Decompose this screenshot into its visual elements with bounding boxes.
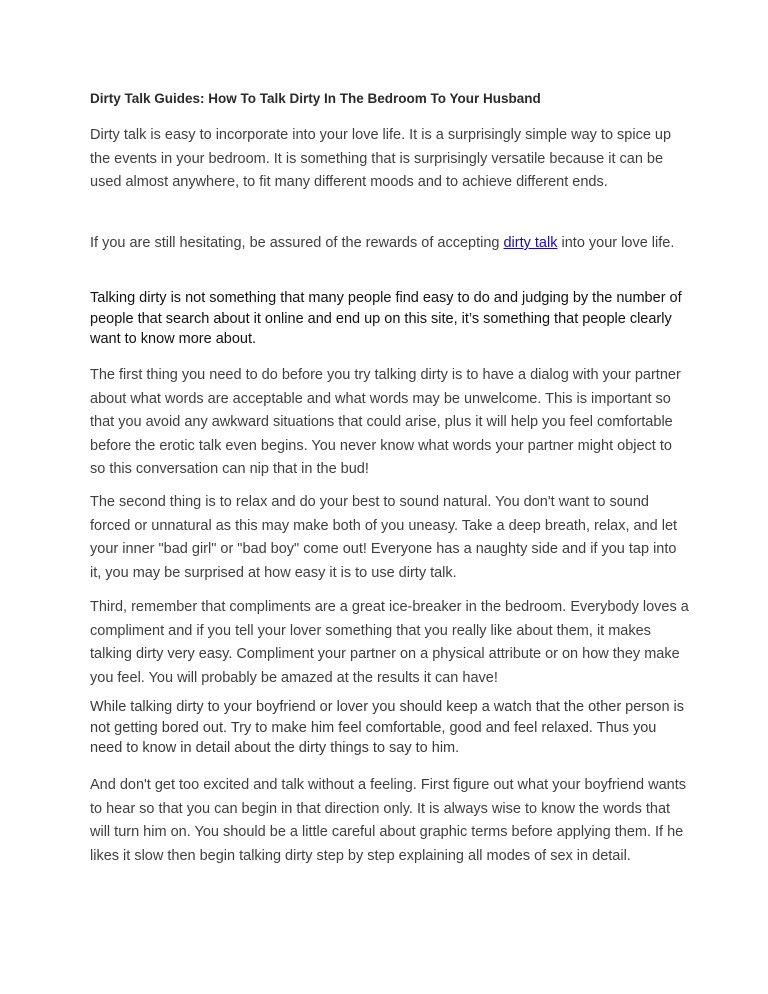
paragraph-first-thing: The first thing you need to do before you try talking dirty is to have a dialog with your partner about what words are acceptable and what words may be unwelcome. This is important so that you avoid any awkward situations that could arise, plus it will help you feel comfortable before the erotic talk even begins. You never know what words your partner might object to so this conversation can nip that in the bud! — [90, 367, 681, 477]
paragraph-second-thing: The second thing is to relax and do your best to sound natural. You don't want to sound forced or unnatural as this may make both of you uneasy. Take a deep breath, relax, and let your inner "bad girl" or "bad boy" come out! Everyone has a naughty side and if you tap into it, you may be surprised at how easy it is to use dirty talk. — [90, 494, 678, 581]
paragraph-hesitating — [90, 232, 690, 256]
paragraph-excited: And don't get too excited and talk without a feeling. First figure out what your boyfriend wants to hear so that you can begin in that direction only. It is always wise to know the words that will turn him on. You should be a little careful about graphic terms before applying them. If he likes it slow then begin talking dirty step by step explaining all modes of sex in detail. — [90, 777, 687, 864]
paragraph-boyfriend: While talking dirty to your boyfriend or lover you should keep a watch that the other person is not getting bored out. Try to make him feel comfortable, good and feel relaxed. Thus you need to know in detail about the dirty things to say to him. — [90, 699, 685, 756]
dirty-talk-link[interactable]: dirty talk — [503, 235, 558, 251]
paragraph-intro: Dirty talk is easy to incorporate into your love life. It is a surprisingly simple way to spice up the events in your bedroom. It is something that is surprisingly versatile because it can be used almost anywhere, to fit many different moods and to achieve different ends. — [90, 127, 672, 190]
paragraph-hesitating-text-after: into your love life. — [557, 235, 675, 251]
paragraph-hesitating-text-before: If you are still hesitating, be assured of the rewards of accepting — [90, 235, 504, 251]
paragraph-search-online: Talking dirty is not something that many people find easy to do and judging by the number of people that search about it online and end up on this site, it’s something that people clearly want to know more about. — [90, 290, 682, 347]
document-title: Dirty Talk Guides: How To Talk Dirty In The Bedroom To Your Husband — [90, 91, 541, 106]
paragraph-compliments: Third, remember that compliments are a great ice-breaker in the bedroom. Everybody loves a compliment and if you tell your lover something that you really like about them, it makes talking dirty very easy. Compliment your partner on a physical attribute or on how they make you feel. You will probably be amazed at the results it can have! — [90, 599, 689, 686]
